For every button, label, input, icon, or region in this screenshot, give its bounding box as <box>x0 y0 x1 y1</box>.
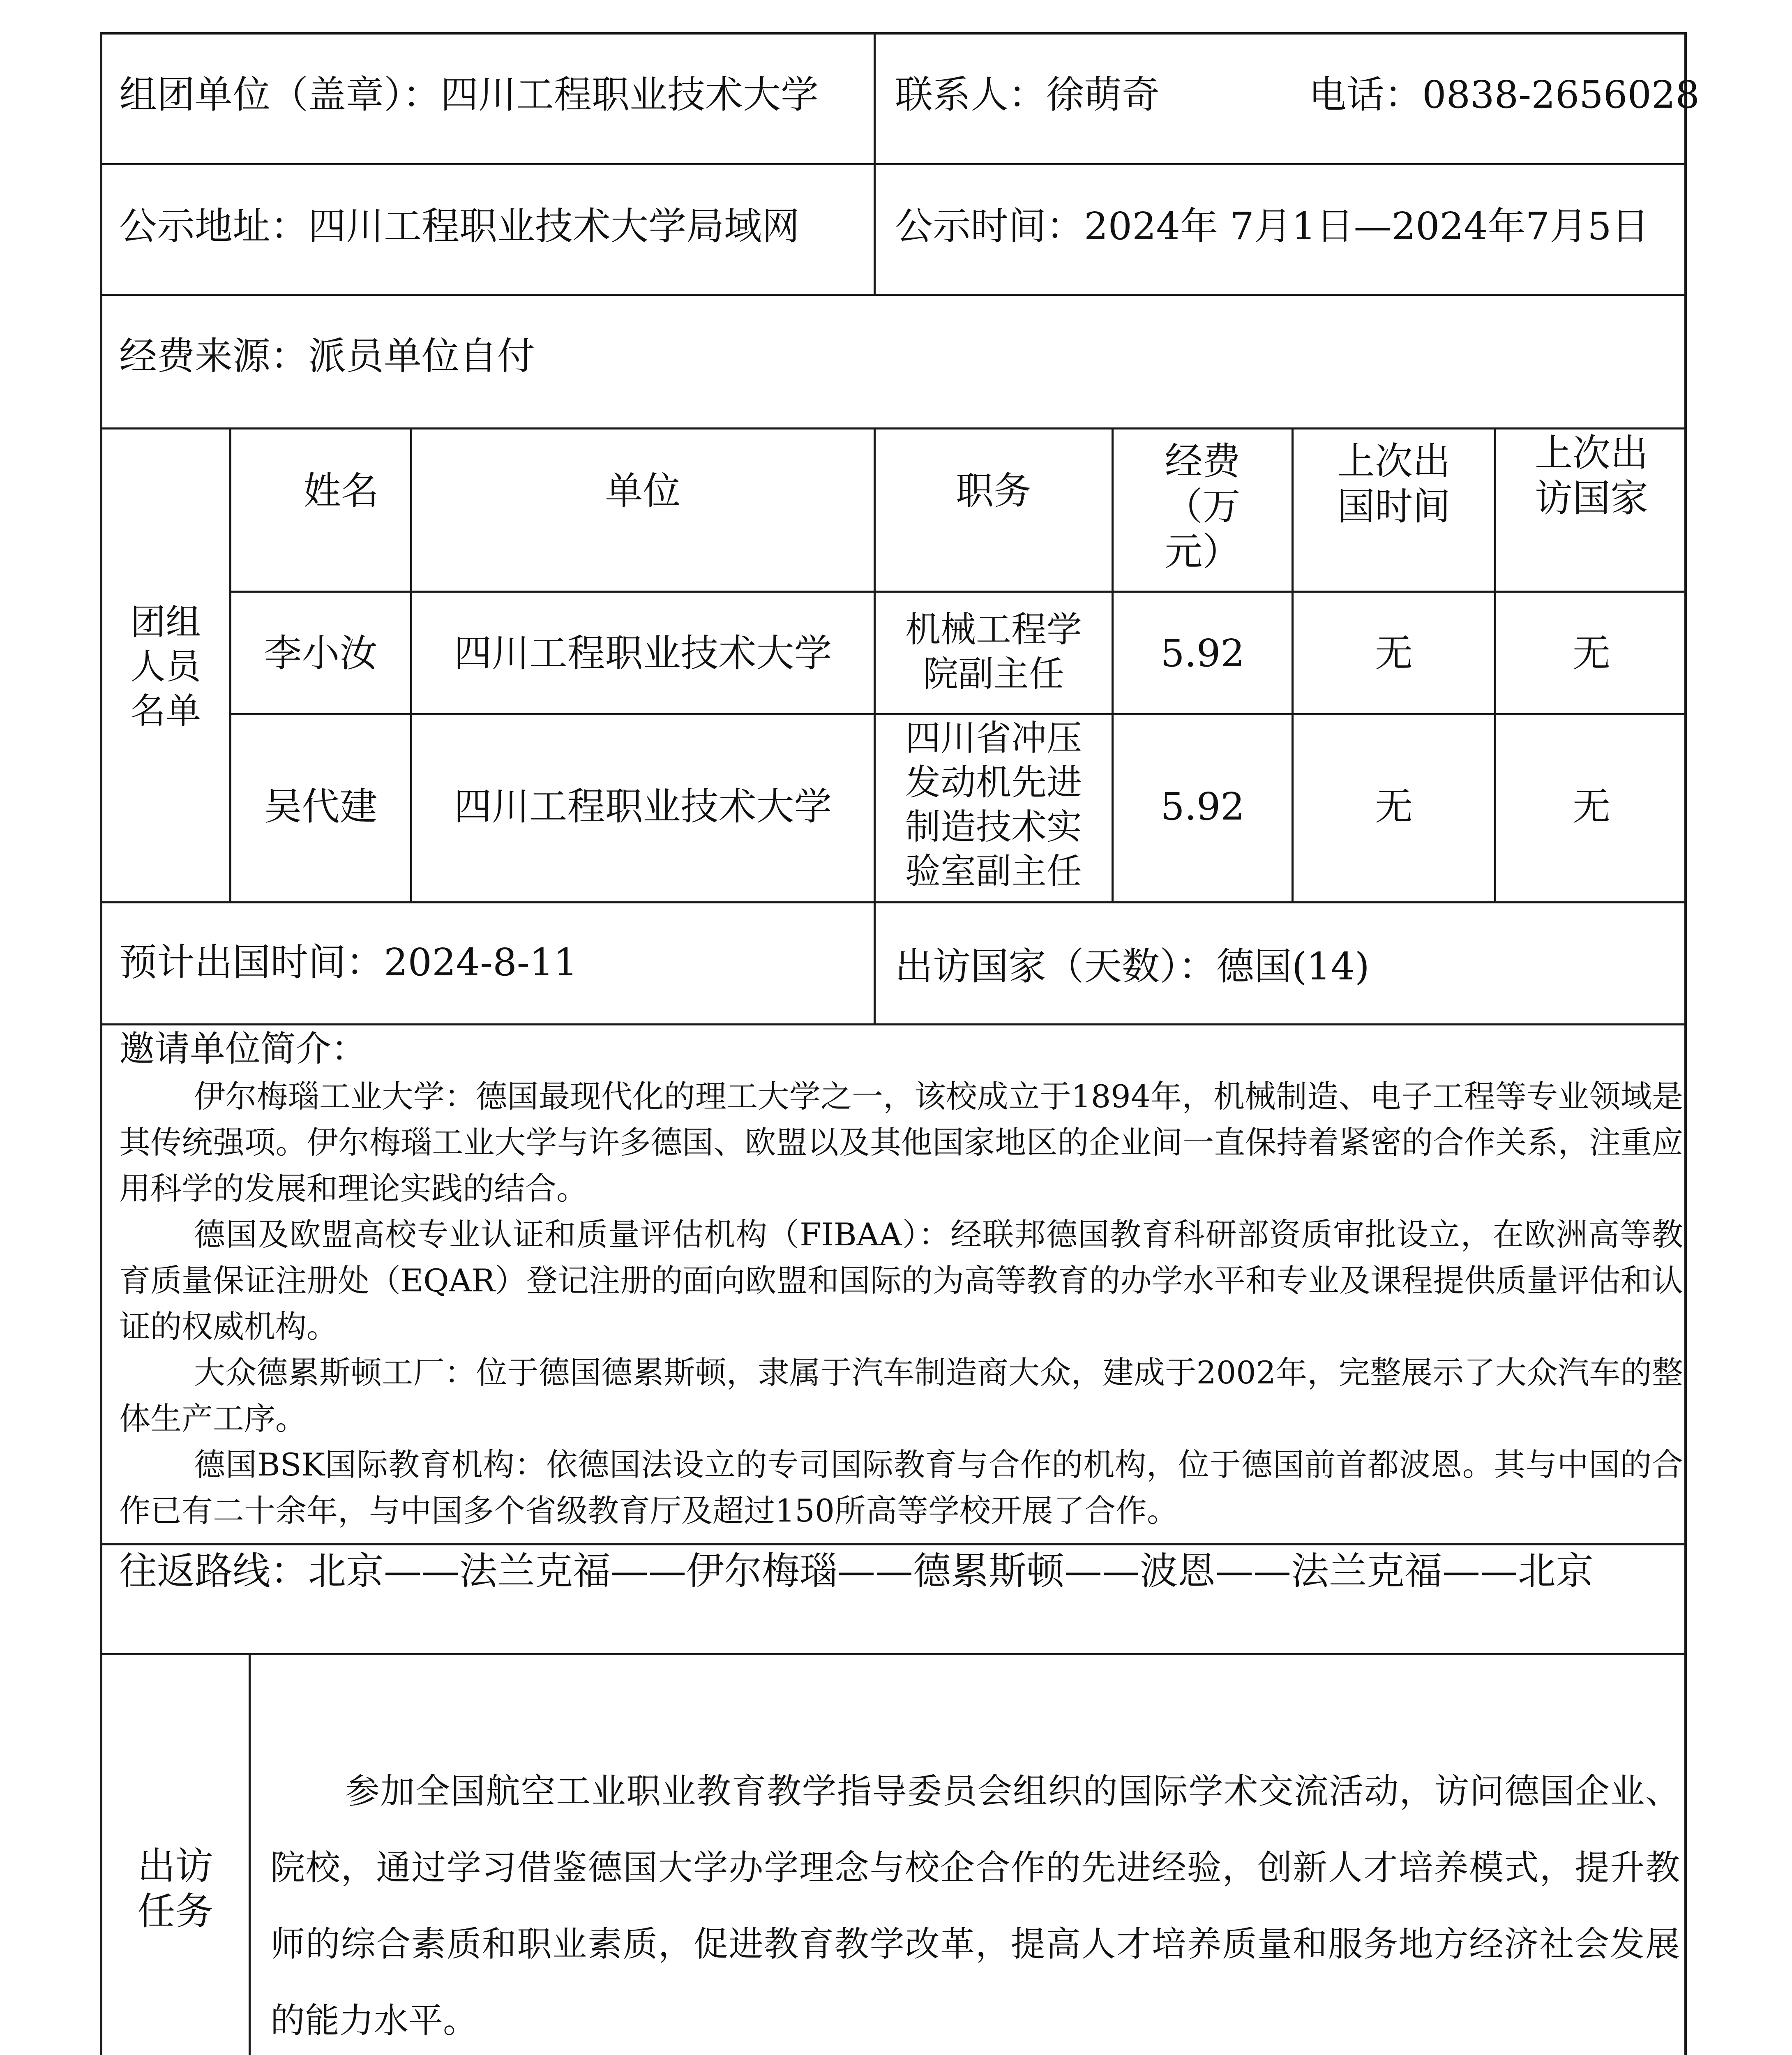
member-position: 四川省冲压 发动机先进 制造技术实 验室副主任 <box>905 718 1082 892</box>
col-header-unit: 单位 <box>605 469 681 513</box>
col-header-cost: 经费 （万 元） <box>1165 439 1241 574</box>
inviter-paragraph: 德国BSK国际教育机构：依德国法设立的专司国际教育与合作的机构，位于德国前首都波恩。其与中国的合作已有二十余年，与中国多个省级教育厅及超过150所高等学校开展了合作。 <box>119 1446 1683 1529</box>
col-header-last-time: 上次出 国时间 <box>1337 439 1451 529</box>
member-cost: 5.92 <box>1160 785 1245 829</box>
members-side-label: 团组 人员 名单 <box>130 602 201 732</box>
phone-label: 电话： <box>1309 73 1423 117</box>
inviter-paragraph: 德国及欧盟高校专业认证和质量评估机构（FIBAA）：经联邦德国教育科研部资质审批设立，在欧洲高等教育质量保证注册处（EQAR）登记注册的面向欧盟和国际的为高等教育的办学水平和专业及课程提供质量评估和认证的权威机构。 <box>119 1216 1683 1345</box>
member-last-time: 无 <box>1375 631 1413 675</box>
member-unit: 四川工程职业技术大学 <box>454 631 832 675</box>
row-divider <box>100 163 1687 165</box>
visit-country-label: 出访国家（天数）： <box>895 944 1217 988</box>
route-label: 往返路线： <box>119 1549 309 1593</box>
contact-label: 联系人： <box>895 73 1047 117</box>
mission-text <box>270 1753 1680 2055</box>
row-divider <box>100 901 1687 903</box>
member-name: 吴代建 <box>264 785 378 829</box>
notice-time-value: 2024年 7月1日—2024年7月5日 <box>1084 204 1649 248</box>
row-divider <box>229 713 1687 715</box>
member-position: 机械工程学 院副主任 <box>905 609 1082 695</box>
col-divider <box>249 1653 251 2055</box>
member-unit: 四川工程职业技术大学 <box>454 785 832 829</box>
notice-time-label: 公示时间： <box>895 204 1084 248</box>
mission-label: 出访 任务 <box>137 1844 213 1933</box>
row-divider <box>229 591 1687 593</box>
phone-field <box>1309 72 1700 118</box>
depart-value: 2024-8-11 <box>384 940 578 984</box>
member-name: 李小汝 <box>264 631 378 675</box>
col-divider <box>874 32 876 295</box>
col-header-position: 职务 <box>955 469 1031 513</box>
route-value: 北京——法兰克福——伊尔梅瑙——德累斯顿——波恩——法兰克福——北京 <box>308 1549 1594 1593</box>
org-label: 组团单位（盖章）： <box>119 73 441 117</box>
depart-label: 预计出国时间： <box>119 940 384 984</box>
funding-field <box>119 334 535 379</box>
contact-field <box>895 72 1160 118</box>
member-last-country: 无 <box>1572 785 1610 829</box>
notice-address-field <box>119 204 800 249</box>
row-divider <box>100 427 1687 429</box>
visit-country-value: 德国(14) <box>1216 944 1370 988</box>
contact-value: 徐萌奇 <box>1046 73 1160 117</box>
org-value: 四川工程职业技术大学 <box>441 73 819 117</box>
col-header-name: 姓名 <box>303 469 379 513</box>
inviter-paragraph: 伊尔梅瑙工业大学：德国最现代化的理工大学之一，该校成立于1894年，机械制造、电子工程等专业领域是其传统强项。伊尔梅瑙工业大学与许多德国、欧盟以及其他国家地区的企业间一直保持着紧密的合作关系，注重应用科学的发展和理论实践的结合。 <box>119 1078 1683 1207</box>
member-last-time: 无 <box>1375 785 1413 829</box>
row-divider <box>100 1023 1687 1025</box>
phone-value: 0838-2656028 <box>1422 73 1700 117</box>
funding-value: 派员单位自付 <box>308 334 535 378</box>
member-cost: 5.92 <box>1160 631 1245 675</box>
org-field <box>119 72 819 118</box>
row-divider <box>100 294 1687 296</box>
row-divider <box>100 1653 1687 1655</box>
visit-country-field <box>895 944 1370 989</box>
inviter-paragraph: 大众德累斯顿工厂：位于德国德累斯顿，隶属于汽车制造商大众，建成于2002年，完整展示了大众汽车的整体生产工序。 <box>119 1354 1683 1437</box>
inviters-label: 邀请单位简介： <box>119 1028 367 1069</box>
mission-paragraph: 参加全国航空工业职业教育教学指导委员会组织的国际学术交流活动，访问德国企业、院校，通过学习借鉴德国大学办学理念与校企合作的先进经验，创新人才培养模式，提升教师的综合素质和职业素质，促进教育教学改革，提高人才培养质量和服务地方经济社会发展的能力水平。 <box>270 1771 1680 2041</box>
inviters-text <box>119 1074 1683 1534</box>
member-last-country: 无 <box>1572 631 1610 675</box>
depart-field <box>119 940 578 985</box>
route-field <box>119 1549 1594 1594</box>
funding-label: 经费来源： <box>119 334 309 378</box>
notice-address-label: 公示地址： <box>119 204 309 248</box>
col-header-last-country: 上次出 访国家 <box>1534 431 1648 520</box>
notice-address-value: 四川工程职业技术大学局域网 <box>308 204 800 248</box>
row-divider <box>100 1543 1687 1545</box>
notice-time-field <box>895 204 1649 249</box>
